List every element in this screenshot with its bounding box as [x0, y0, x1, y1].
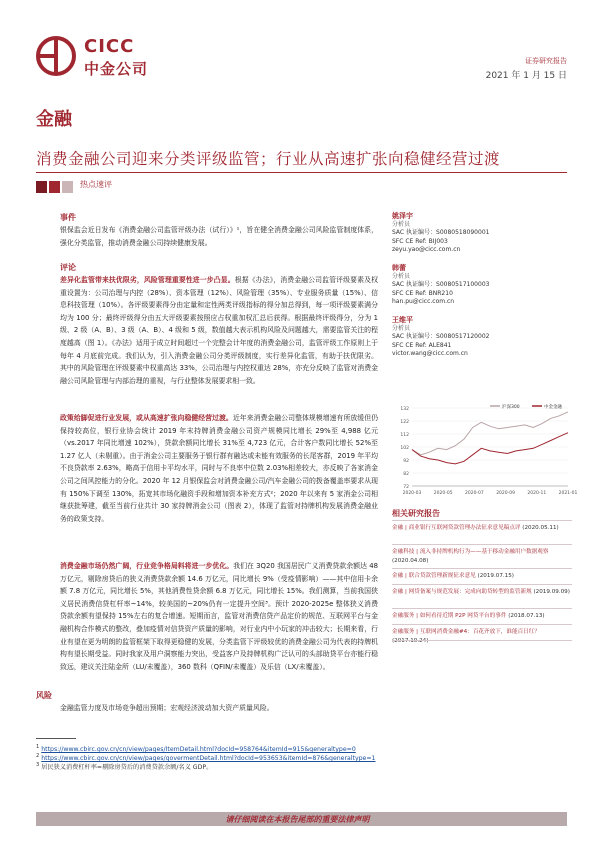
report-date: 2021 年 1 月 15 日: [485, 71, 567, 81]
analyst-sac: SAC 执证编号：S0080517120002: [392, 333, 490, 340]
related-report-title[interactable]: 网贷备案与规范发展：完成向助贷转型的监管新规: [408, 589, 532, 595]
related-report-date: (2020.04.08): [392, 557, 429, 564]
related-report-date: (2020.05.11): [520, 525, 559, 531]
analyst-2: [392, 264, 572, 307]
analyst-role: 分析员: [392, 324, 411, 332]
analyst-name: 姚泽宇: [392, 212, 413, 220]
analyst-email[interactable]: zeyu.yao@cicc.com.cn: [392, 246, 461, 253]
y-tick-label: 72: [403, 485, 409, 490]
x-tick-label: 2020-11: [527, 491, 547, 496]
related-report-prefix: 金融服务 |: [392, 613, 420, 619]
sector-name: 金融: [36, 109, 72, 130]
footer-disclaimer: 请仔细阅读在本报告尾部的重要法律声明: [225, 815, 370, 824]
related-top-rule: [392, 520, 572, 521]
analyst-name: 王维平: [392, 316, 413, 324]
report-title: 消费金融公司迎来分类评级监管；行业从高速扩张向稳健经营过渡: [36, 150, 501, 168]
related-report-item[interactable]: [392, 548, 572, 565]
x-tick-label: 2020-07: [464, 491, 484, 496]
related-report-date: (2019.07.15): [475, 573, 514, 579]
index-line-chart: [390, 400, 578, 500]
comment-para-2-body: 近年来消费金融公司整体规模增速有所放缓但仍保持较高位，银行业协会统计 2019 年末持牌消费金融公司资产规模同比增长 29%至 4,988 亿元（vs.2017 年同比增速 102%），贷款余额同比增长 31%至 4,723 亿元，合计客户数同比增长 52%至 1.27 亿人（未剔重）。由于消金公司主要服务于银行群有融达或未能有效服务的长尾客群，2019 年平均不良贷款率 2.63%，略高于信用卡平均水平，同时与不良率中位数 2.03%相差较大，亦反映了各家消金公司之间风控能力的分化。2020 年 12 月银保监会对消费金融公司/汽车金融公司的拨备覆盖率要求从现有 150%下调至 130%，拓宽其市场化融资手段和增加资本补充方式²；2020 年以来有 5 家消金公司相继获批筹建，截至当前行业共计 30 家持牌消金公司（图表 2），体现了监管对持牌机构发展消费金融业务的政策支持。: [60, 414, 379, 523]
related-separator: [392, 568, 572, 569]
tag-color-blocks: [36, 178, 76, 190]
series-line: [412, 433, 568, 464]
comment-para-3: [60, 560, 378, 673]
analyst-email[interactable]: victor.wang@cicc.com.cn: [392, 350, 468, 357]
legend-label: 沪深300: [502, 405, 520, 410]
report-tag: 热点速评: [80, 180, 112, 189]
related-report-item[interactable]: [392, 524, 572, 533]
y-tick-label: 102: [400, 446, 409, 451]
related-report-title[interactable]: 联合贷款管理新规征求意见: [408, 573, 476, 579]
analyst-role: 分析员: [392, 220, 411, 228]
footnote-link[interactable]: https://www.cbirc.gov.cn/cn/view/pages/govermentDetail.html?docId=953653&itemId=876&generaltype=1: [41, 755, 376, 763]
title-rule: [36, 172, 567, 173]
related-report-item[interactable]: [392, 588, 572, 597]
cicc-logo-mark: [36, 36, 76, 76]
y-tick-label: 92: [403, 459, 409, 464]
risk-text: 金融监管力度及市场竞争超出预期；宏观经济波动加大资产质量风险。: [60, 704, 274, 712]
report-type: 证券研究报告: [525, 57, 567, 65]
related-report-prefix: 金融 |: [392, 573, 409, 579]
related-report-title[interactable]: 商业银行互联网贷款管理办法征求意见稿点评: [408, 525, 521, 531]
related-report-prefix: 金融 |: [392, 525, 409, 531]
x-tick-label: 2020-05: [433, 491, 453, 496]
risk-heading: 风险: [36, 691, 52, 700]
related-report-prefix: 金融服务 |: [392, 629, 420, 635]
x-tick-label: 2021-01: [558, 491, 578, 496]
related-report-prefix: 金融科技 |: [392, 549, 420, 555]
footnote-1: $^1$ https://www.cbirc.gov.cn/cn/view/pages/ItemDetail.html?docId=958764&itemId=915&generaltype=0: [36, 744, 356, 754]
x-tick-label: 2020-03: [402, 491, 422, 496]
comment-para-2-lead: 政策给脚促进行业发展，或从高速扩张向稳健经营过渡。: [60, 414, 233, 422]
y-tick-label: 122: [400, 420, 409, 425]
comment-para-3-body: 我们在 3Q20 我国居民广义消费贷款余额达 48 万亿元，剔除房贷后的狭义消费贷款余额 14.6 万亿元，同比增长 9%（受疫情影响）——其中信用卡余额 7.8 万亿元，同比增长 5%，其他消费性贷余额 6.8 万亿元，同比增长 15%。我们测算，当前我国狭义居民消费信贷杠杆率~14%，较美国的~20%仍有一定提升空间³。预计 2020-2025e 整体狭义消费贷款余额有望保持 15%左右的复合增速。短期而言，监管对消费信贷产品定价的规范、互联网平台与金融机构合作模式的整改，叠加疫情对信贷资产质量的影响，对行业内中小玩家的冲击较大；长期来看，行业有望在更为明朗的监管框架下取得更稳健的发展，分类监管下评级较优的消费金融公司为代表的持牌机构有望长期受益。同时我家及用户洞察能力突出，受益客户及持牌机构广泛认可的头部助贷平台亦能行稳致远，建议关注陆金所（LU/未覆盖），360 数科（QFIN/未覆盖）及乐信（LX/未覆盖）。: [60, 562, 378, 671]
analyst-sfc: SFC CE Ref: BNR210: [392, 289, 453, 297]
related-separator: [392, 608, 572, 609]
event-heading: 事件: [60, 213, 76, 222]
logo-text-cn: 中金公司: [84, 60, 149, 78]
y-tick-label: 82: [403, 472, 409, 477]
comment-para-1: [60, 274, 378, 387]
related-report-date: (2018.07.13): [506, 613, 545, 619]
analyst-sfc: SFC CE Ref: BIJ003: [392, 237, 448, 245]
footnote-2: $^2$ https://www.cbirc.gov.cn/cn/view/pages/govermentDetail.html?docId=953653&itemId=876&generaltype=1: [36, 753, 376, 763]
y-tick-label: 112: [400, 433, 409, 438]
related-report-prefix: 金融 |: [392, 589, 409, 595]
comment-para-1-body: 根据《办法》，消费金融公司监管评级要素及权重设置为：公司治理与内控（28%）、资本管理（12%）、风险管理（35%）、专业服务质量（15%）、信息科技管理（10%）。各评级要素得分由定量和定性两类评级指标的得分加总得到，每一项评级要素满分均为 100 分；最终评级得分由五大评级要素按照应占权重加权汇总后获得。根据最终评级得分，分为 1 级、2 级（A、B）、3 级（A、B）、4 级和 5 级，数值越大表示机构风险及问题越大，需要监管关注的程度越高（图 1）。《办法》适用于成立时间超过一个完整会计年度的消费金融公司，监管评级工作原则上于每年 4 月底前完成。我们认为，引入消费金融公司分类评级制度，实行差异化监管，有助于扶优限劣。其中的风险管理在评级要素中权重高达 33%，公司治理与内控权重达 28%，亦充分反映了监管对消费金融公司风险管理与内部治理的重视，与行业整体发展要求相一致。: [60, 276, 378, 385]
related-report-date: (2019.09.09): [531, 589, 570, 595]
related-heading: 相关研究报告: [392, 509, 440, 518]
y-tick-label: 132: [400, 407, 409, 412]
footnote-3: $^3$ 居民狭义消费杠杆率=剔除房贷后的消费贷款余额/名义 GDP。: [36, 762, 213, 772]
footnote-rule: [36, 738, 76, 739]
x-tick-label: 2020-09: [496, 491, 516, 496]
legend-label: 中金金融: [544, 405, 562, 410]
analyst-sac: SAC 执证编号：S0080517100003: [392, 281, 490, 288]
event-text: 银保监会近日发布《消费金融公司监管评级办法（试行）》¹，旨在健全消费金融公司风险监管制度体系，强化分类监管，推动消费金融公司持续健康发展。: [60, 226, 378, 247]
related-separator: [392, 624, 572, 625]
analyst-sfc: SFC CE Ref: ALE841: [392, 341, 452, 349]
related-report-title[interactable]: 流入非持牌机构行为——基于移动金融用户数据观察: [419, 549, 549, 555]
comment-heading: 评论: [60, 263, 76, 272]
analyst-1: [392, 212, 572, 255]
related-separator: [392, 584, 572, 585]
related-report-item[interactable]: [392, 572, 572, 581]
related-report-title[interactable]: 如何看待近期 P2P 网贷平台的事件: [419, 613, 507, 619]
comment-para-3-lead: 消费金融市场仍然广阔，行业竞争格局料将进一步优化。: [60, 562, 234, 570]
comment-para-1-lead: 差异化监管带来扶优限劣，风险管理重要性进一步凸显。: [60, 276, 235, 284]
analyst-role: 分析员: [392, 272, 411, 280]
footnote-link[interactable]: https://www.cbirc.gov.cn/cn/view/pages/ItemDetail.html?docId=958764&itemId=915&generaltype=0: [41, 746, 356, 754]
analyst-3: [392, 316, 572, 359]
analyst-sac: SAC 执证编号：S0080518090001: [392, 229, 490, 236]
related-separator: [392, 544, 572, 545]
logo-text-en: CICC: [84, 36, 135, 57]
analyst-name: 韩蕾: [392, 264, 406, 272]
related-report-item[interactable]: [392, 612, 572, 621]
related-separator: [392, 640, 572, 641]
related-report-title[interactable]: 互联网消费金融#4：百花齐放下，谁能百日红？: [419, 629, 540, 635]
analyst-email[interactable]: han.pu@cicc.com.cn: [392, 298, 455, 305]
series-line: [412, 412, 568, 455]
comment-para-2: [60, 412, 378, 525]
related-report-item[interactable]: [392, 628, 572, 645]
